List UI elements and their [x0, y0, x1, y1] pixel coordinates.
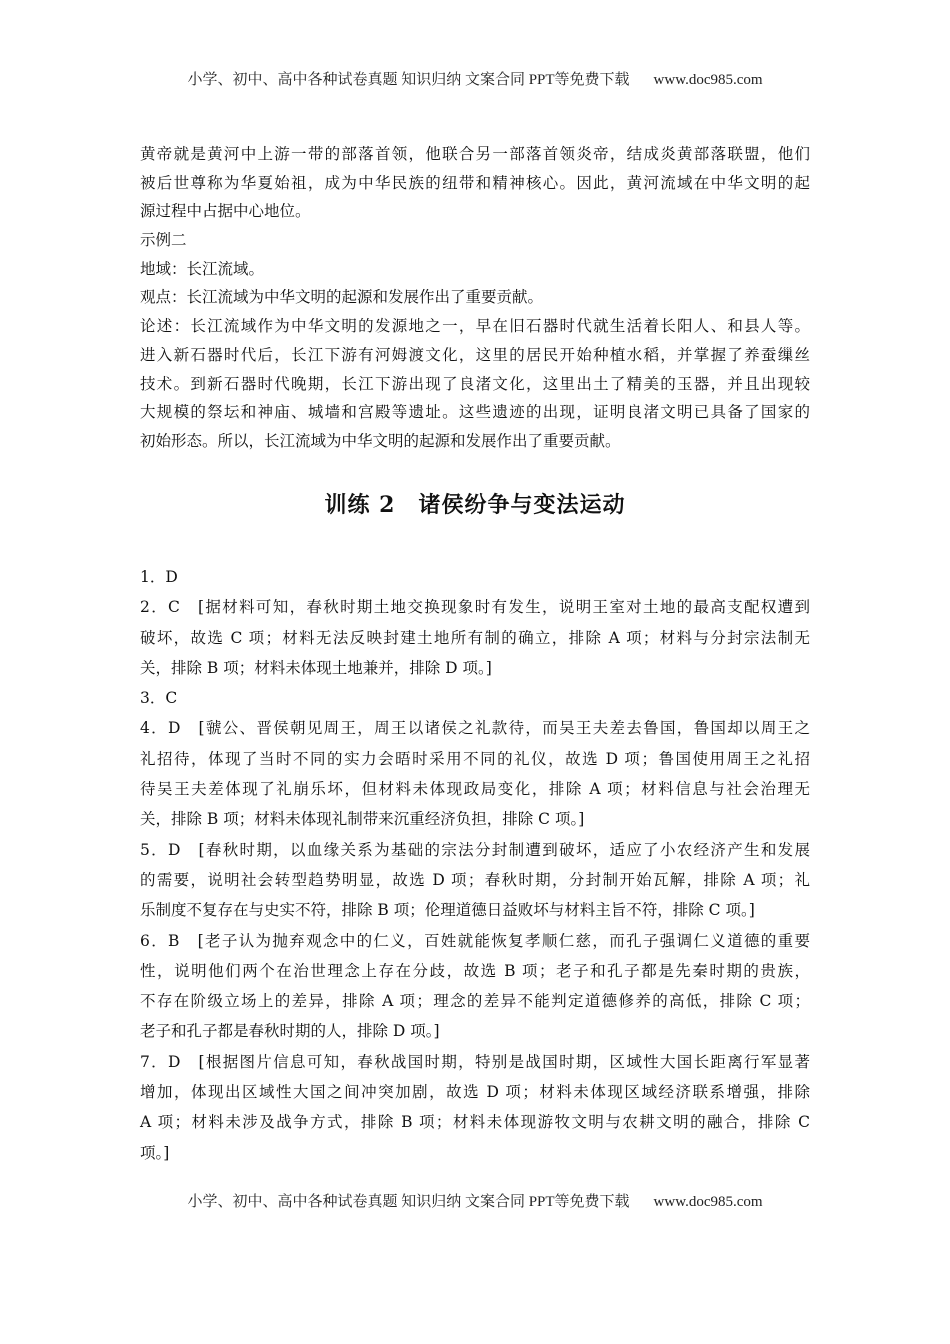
page-footer [0, 1190, 950, 1211]
text-line: 关，排除 B 项；材料未体现礼制带来沉重经济负担，排除 C 项。] [140, 810, 585, 829]
text-line: 4．D [虢公、晋侯朝见周王，周王以诸侯之礼款待，而吴王夫差去鲁国，鲁国却以周王之 [140, 719, 810, 738]
text-line: 6．B [老子认为抛弃观念中的仁义，百姓就能恢复孝顺仁慈，而孔子强调仁义道德的重要 [140, 931, 810, 950]
page-header [0, 68, 950, 89]
text-line: 乐制度不复存在与史实不符，排除 B 项；伦理道德日益败坏与材料主旨不符，排除 C 项。] [140, 901, 755, 920]
text-line: 被后世尊称为华夏始祖，成为中华民族的纽带和精神核心。因此，黄河流域在中华文明的起 [140, 173, 810, 192]
header-text: 小学、初中、高中各种试卷真题 知识归纳 文案合同 PPT等免费下载 [187, 72, 630, 88]
text-line: 1．D [140, 568, 178, 586]
text-line: 破坏，故选 C 项；材料无法反映封建土地所有制的确立，排除 A 项；材料与分封宗法制无 [140, 628, 810, 647]
text-line: 大规模的祭坛和神庙、城墙和宫殿等遗址。这些遗迹的出现，证明良渚文明已具备了国家的 [140, 403, 810, 422]
footer-text: 小学、初中、高中各种试卷真题 知识归纳 文案合同 PPT等免费下载 [187, 1194, 630, 1210]
text-line: 的需要，说明社会转型趋势明显，故选 D 项；春秋时期，分封制开始瓦解，排除 A 项；礼 [140, 870, 810, 889]
text-line: 待吴王夫差体现了礼崩乐坏，但材料未体现政局变化，排除 A 项；材料信息与社会治理无 [140, 780, 810, 799]
answer-list [140, 562, 810, 1168]
text-line: A 项；材料未涉及战争方式，排除 B 项；材料未体现游牧文明与农耕文明的融合，排除 C [140, 1113, 810, 1132]
text-line: 礼招待，体现了当时不同的实力会晤时采用不同的礼仪，故选 D 项；鲁国使用周王之礼招 [140, 749, 810, 768]
text-line: 黄帝就是黄河中上游一带的部落首领，他联合另一部落首领炎帝，结成炎黄部落联盟，他们 [140, 145, 810, 163]
text-line: 示例二 [140, 231, 187, 250]
text-line: 技术。到新石器时代晚期，长江下游出现了良渚文化，这里出土了精美的玉器，并且出现较 [140, 374, 810, 393]
intro-paragraphs [140, 140, 810, 456]
text-line: 不存在阶级立场上的差异，排除 A 项；理念的差异不能判定道德修养的高低，排除 C 项； [140, 992, 810, 1011]
text-line: 老子和孔子都是春秋时期的人，排除 D 项。] [140, 1022, 440, 1041]
footer-site-link[interactable]: www.doc985.com [653, 1194, 763, 1210]
text-line: 进入新石器时代后，长江下游有河姆渡文化，这里的居民开始种植水稻，并掌握了养蚕缫丝 [140, 345, 810, 364]
section-title: 训练 2 诸侯纷争与变法运动 [324, 492, 626, 518]
text-line: 关，排除 B 项；材料未体现土地兼并，排除 D 项。] [140, 658, 492, 677]
text-line: 7．D [根据图片信息可知，春秋战国时期，特别是战国时期，区域性大国长距离行军显著 [140, 1052, 810, 1071]
text-line: 论述：长江流域作为中华文明的发源地之一，早在旧石器时代就生活着长阳人、和县人等。 [140, 317, 810, 336]
header-site-link[interactable]: www.doc985.com [653, 72, 763, 88]
text-line: 地域：长江流域。 [140, 259, 265, 278]
text-line: 3．C [140, 689, 178, 708]
text-line: 观点：长江流域为中华文明的起源和发展作出了重要贡献。 [140, 288, 544, 307]
text-line: 项。] [140, 1143, 170, 1162]
text-line: 5．D [春秋时期，以血缘关系为基础的宗法分封制遭到破坏，适应了小农经济产生和发展 [140, 840, 810, 859]
text-line: 增加，体现出区域性大国之间冲突加剧，故选 D 项；材料未体现区域经济联系增强，排除 [140, 1083, 810, 1102]
text-line: 2．C [据材料可知，春秋时期土地交换现象时有发生，说明王室对土地的最高支配权遭到 [140, 598, 810, 617]
text-line: 初始形态。所以，长江流域为中华文明的起源和发展作出了重要贡献。 [140, 431, 621, 450]
text-line: 源过程中占据中心地位。 [140, 202, 311, 221]
text-line: 性，说明他们两个在治世理念上存在分歧，故选 B 项；老子和孔子都是先秦时期的贵族， [140, 961, 810, 980]
